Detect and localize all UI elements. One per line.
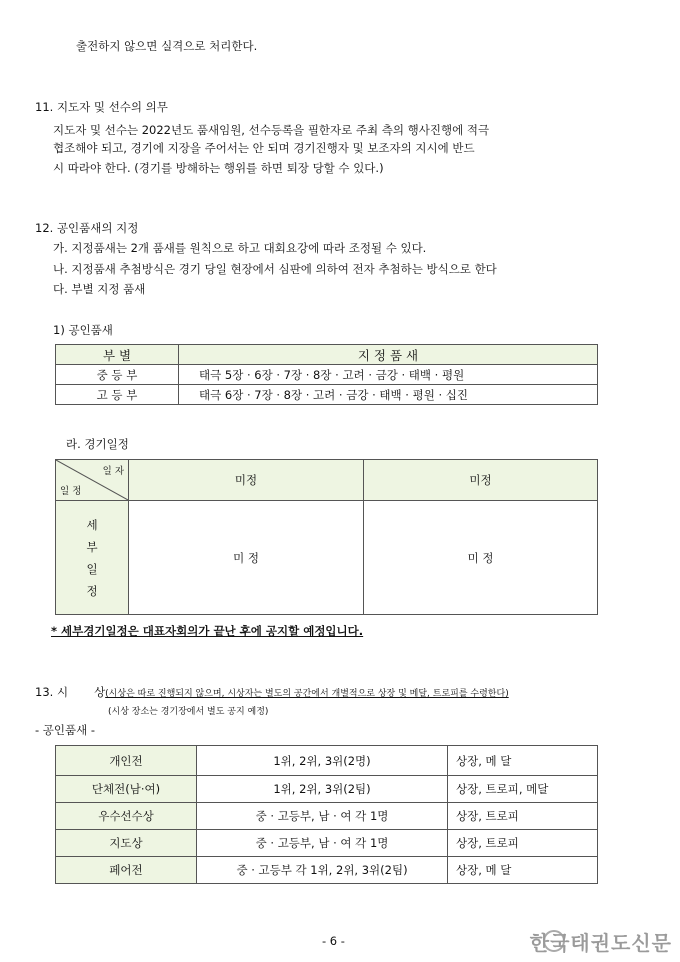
award-name-cell: 지도상: [56, 830, 197, 857]
award-prize-cell: 상장, 메 달: [448, 857, 598, 884]
detail-schedule-label: [56, 501, 129, 615]
schedule-column-2: 미정: [364, 460, 598, 501]
award-name-cell: 페어전: [56, 857, 197, 884]
section-13-word: 상: [94, 685, 106, 699]
section-13-number: 13. 시: [35, 685, 69, 699]
award-rank-cell: 중 · 고등부, 남 · 여 각 1명: [197, 803, 448, 830]
table-header-division: 부 별: [56, 345, 179, 365]
section-12-item-ga: 가. 지정품새는 2개 품새를 원칙으로 하고 대회요강에 따라 조정될 수 있다.: [53, 241, 427, 255]
diagonal-label-schedule: 일 정: [60, 486, 82, 497]
section-12-item-ra: 라. 경기일정: [66, 437, 129, 451]
division-cell: 중 등 부: [56, 365, 179, 385]
awards-subtitle: - 공인품새 -: [35, 723, 96, 737]
table-row: [56, 803, 598, 830]
award-name-cell: 단체전(남·여): [56, 776, 197, 803]
awards-table: [55, 745, 598, 884]
poomsae-cell: 태극 5장 · 6장 · 7장 · 8장 · 고려 · 금강 · 태백 · 평원: [179, 365, 598, 385]
table-row: [56, 365, 598, 385]
diagonal-label-date: 일 자: [102, 466, 124, 477]
award-prize-cell: 상장, 트로피: [448, 803, 598, 830]
section-12-item-na: 나. 지정품새 추첨방식은 경기 당일 현장에서 심판에 의하여 전자 추첨하는 방식으로 한다: [53, 262, 497, 276]
division-cell: 고 등 부: [56, 385, 179, 405]
label-char: 일: [86, 561, 98, 576]
award-name-cell: 개인전: [56, 746, 197, 776]
section-11-text-3: 시 따라야 한다. (경기를 방해하는 행위를 하면 퇴장 당할 수 있다.): [53, 161, 384, 175]
schedule-table: [55, 459, 598, 615]
page-number: - 6 -: [322, 934, 345, 948]
award-prize-cell: 상장, 트로피, 메달: [448, 776, 598, 803]
diagonal-header-cell: [56, 460, 129, 501]
award-rank-cell: 1위, 2위, 3위(2팀): [197, 776, 448, 803]
section-11-text-2: 협조해야 되고, 경기에 지장을 주어서는 안 되며 경기진행자 및 보조자의 지시에 반드: [53, 141, 475, 155]
section-12-sub-1: 1) 공인품새: [53, 323, 113, 337]
section-11-text-1: 지도자 및 선수는 2022년도 품새임원, 선수등록을 필한자로 주최 측의 행사진행에 적극: [53, 123, 490, 137]
award-note: (시상은 따로 진행되지 않으며, 시상자는 별도의 공간에서 개별적으로 상장 및 메달, 트로피를 수령한다): [105, 689, 509, 699]
table-row: [56, 776, 598, 803]
schedule-cell-1: 미 정: [129, 501, 364, 615]
award-name-cell: 우수선수상: [56, 803, 197, 830]
section-11-title: 11. 지도자 및 선수의 의무: [35, 100, 168, 114]
table-row: [56, 746, 598, 776]
schedule-cell-2: 미 정: [364, 501, 598, 615]
table-row: [56, 385, 598, 405]
label-char: 세: [86, 517, 98, 532]
designated-poomsae-table: [55, 344, 598, 405]
watermark: 한국태권도신문: [529, 931, 672, 955]
label-char: 부: [86, 539, 98, 554]
section-12-item-da: 다. 부별 지정 품새: [53, 282, 146, 296]
award-rank-cell: 1위, 2위, 3위(2명): [197, 746, 448, 776]
body-text-line: 출전하지 않으면 실격으로 처리한다.: [76, 39, 258, 53]
award-location-note: (시상 장소는 경기장에서 별도 공지 예정): [108, 707, 269, 717]
poomsae-cell: 태극 6장 · 7장 · 8장 · 고려 · 금강 · 태백 · 평원 · 십진: [179, 385, 598, 405]
award-prize-cell: 상장, 트로피: [448, 830, 598, 857]
label-char: 정: [86, 583, 98, 598]
table-row: [56, 857, 598, 884]
section-13-title: [35, 684, 509, 700]
award-prize-cell: 상장, 메 달: [448, 746, 598, 776]
schedule-notice: * 세부경기일정은 대표자회의가 끝난 후에 공지할 예정입니다.: [51, 624, 364, 638]
award-rank-cell: 중 · 고등부, 남 · 여 각 1명: [197, 830, 448, 857]
table-header-poomsae: 지 정 품 새: [179, 345, 598, 365]
section-12-title: 12. 공인품새의 지정: [35, 221, 139, 235]
award-rank-cell: 중 · 고등부 각 1위, 2위, 3위(2팀): [197, 857, 448, 884]
table-row: [56, 830, 598, 857]
schedule-column-1: 미정: [129, 460, 364, 501]
